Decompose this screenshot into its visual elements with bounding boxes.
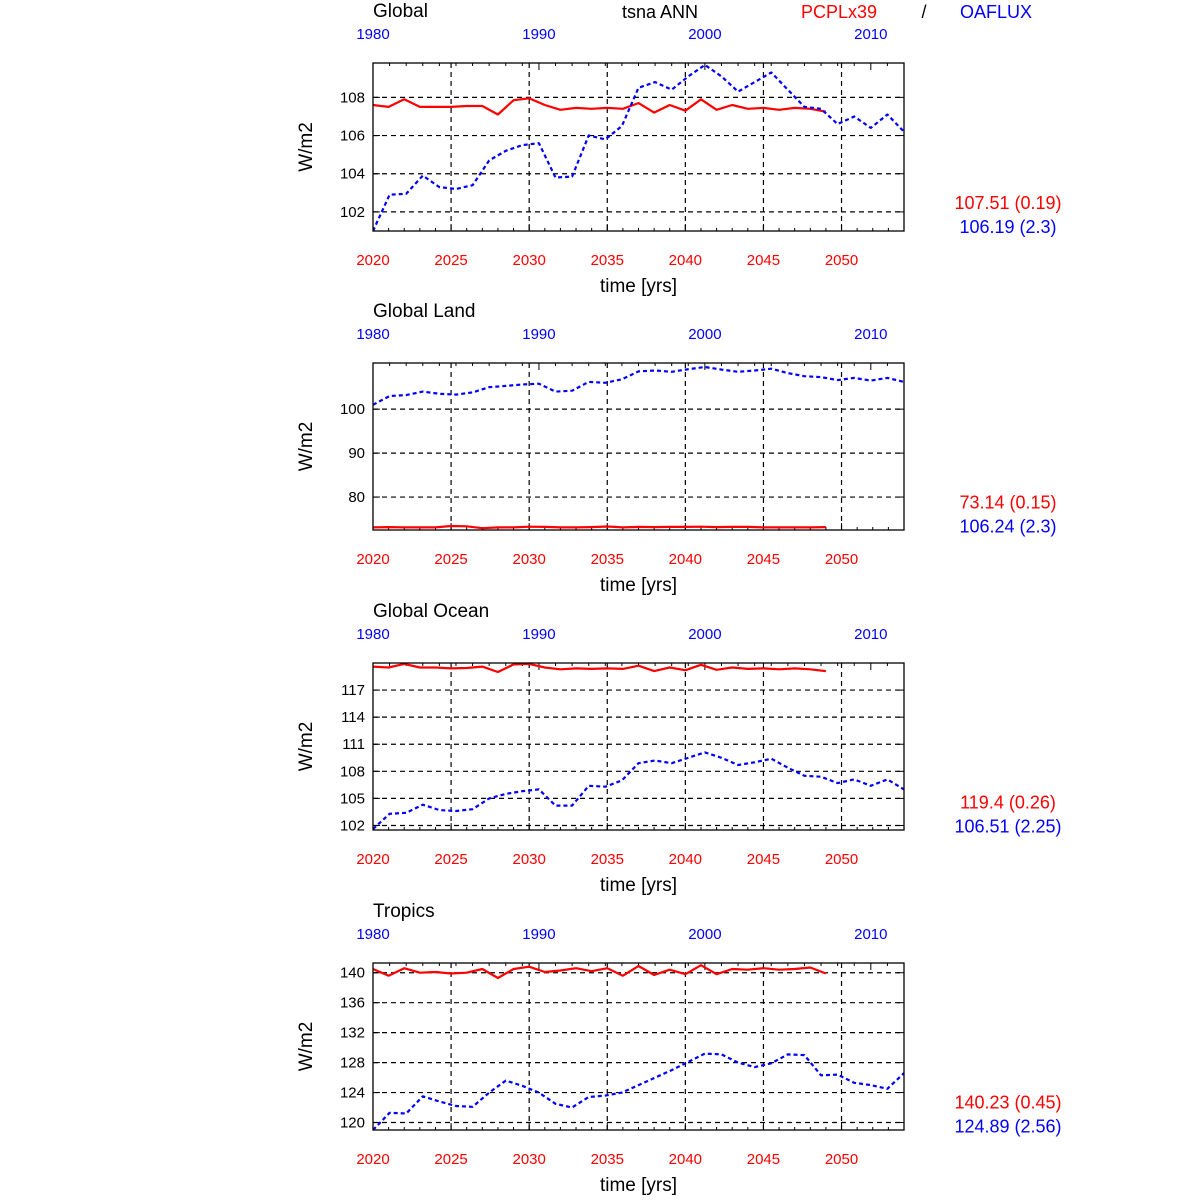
x-tick-label-bottom: 2025 xyxy=(434,252,468,269)
stat-case2: 106.51 (2.25) xyxy=(954,816,1062,837)
x-tick-label-bottom: 2030 xyxy=(512,551,546,568)
y-tick-label: 102 xyxy=(339,203,365,221)
x-tick-label-bottom: 2030 xyxy=(512,851,546,868)
y-tick-label: 117 xyxy=(341,682,365,700)
panel-title: Tropics xyxy=(373,901,435,922)
series-line-oaflux xyxy=(373,65,904,231)
x-tick-label-bottom: 2030 xyxy=(512,1151,546,1168)
x-tick-label-bottom: 2020 xyxy=(356,1151,390,1168)
stat-case2: 106.24 (2.3) xyxy=(959,516,1057,537)
chart-panel xyxy=(296,301,1057,596)
x-tick-label-bottom: 2035 xyxy=(590,252,624,269)
series-line-pcplx39 xyxy=(373,664,826,672)
x-axis-label: time [yrs] xyxy=(599,276,678,297)
plot-frame xyxy=(373,363,904,530)
plot-frame xyxy=(373,63,904,231)
x-tick-label-top: 2000 xyxy=(688,926,722,943)
figure-header xyxy=(622,2,1032,22)
plot-frame xyxy=(373,663,904,830)
x-tick-label-top: 2010 xyxy=(854,926,888,943)
x-tick-label-bottom: 2020 xyxy=(356,551,390,568)
x-tick-label-top: 1980 xyxy=(356,626,390,643)
series-group xyxy=(373,65,904,231)
x-tick-label-bottom: 2035 xyxy=(590,851,624,868)
plot-frame xyxy=(373,963,904,1130)
y-tick-label: 132 xyxy=(339,1024,365,1042)
x-tick-label-top: 1990 xyxy=(522,926,556,943)
x-tick-label-bottom: 2035 xyxy=(590,1151,624,1168)
x-tick-label-bottom: 2025 xyxy=(434,1151,468,1168)
x-tick-label-bottom: 2040 xyxy=(668,551,703,568)
x-tick-label-bottom: 2025 xyxy=(434,551,468,568)
series-group xyxy=(373,965,904,1130)
x-tick-label-top: 2000 xyxy=(688,626,722,643)
y-tick-label: 136 xyxy=(339,994,365,1012)
y-tick-label: 104 xyxy=(339,165,365,183)
x-tick-label-bottom: 2035 xyxy=(590,551,624,568)
y-tick-label: 90 xyxy=(348,445,365,463)
chart-panel xyxy=(296,1,1062,297)
panels xyxy=(296,1,1062,1196)
x-tick-label-top: 1990 xyxy=(522,26,556,43)
x-tick-label-bottom: 2045 xyxy=(746,851,781,868)
x-tick-label-top: 1990 xyxy=(522,326,556,343)
x-tick-label-bottom: 2025 xyxy=(434,851,468,868)
x-tick-label-top: 2010 xyxy=(854,626,888,643)
y-tick-label: 128 xyxy=(339,1054,365,1072)
panel-title: Global Ocean xyxy=(373,601,490,622)
stat-case2: 124.89 (2.56) xyxy=(954,1116,1062,1137)
y-axis-label: W/m2 xyxy=(296,721,317,772)
y-axis-label: W/m2 xyxy=(296,1021,317,1072)
x-tick-label-top: 2000 xyxy=(688,26,722,43)
panel-title: Global xyxy=(373,1,428,22)
x-tick-label-bottom: 2050 xyxy=(824,252,859,269)
x-tick-label-bottom: 2040 xyxy=(668,851,703,868)
x-tick-label-bottom: 2050 xyxy=(824,1151,859,1168)
x-tick-label-bottom: 2020 xyxy=(356,851,390,868)
y-tick-label: 102 xyxy=(339,817,365,835)
y-tick-label: 108 xyxy=(339,763,365,781)
chart-panel xyxy=(296,601,1062,896)
panel-title: Global Land xyxy=(373,301,476,322)
series-group xyxy=(373,664,904,829)
y-tick-label: 100 xyxy=(339,401,365,419)
series-line-pcplx39 xyxy=(373,965,826,978)
series-line-oaflux xyxy=(373,367,904,405)
stat-case1: 140.23 (0.45) xyxy=(954,1092,1062,1113)
y-tick-label: 80 xyxy=(348,489,365,507)
x-tick-label-bottom: 2030 xyxy=(512,252,546,269)
stat-case1: 119.4 (0.26) xyxy=(960,792,1056,813)
x-axis-label: time [yrs] xyxy=(599,1175,678,1196)
y-tick-label: 114 xyxy=(341,709,365,727)
x-tick-label-top: 1990 xyxy=(522,626,556,643)
center-title: tsna ANN xyxy=(621,2,699,22)
x-tick-label-top: 2010 xyxy=(854,326,888,343)
x-tick-label-bottom: 2020 xyxy=(356,252,390,269)
y-tick-label: 111 xyxy=(342,736,365,754)
x-tick-label-bottom: 2050 xyxy=(824,851,859,868)
case2-name: OAFLUX xyxy=(959,2,1033,22)
x-tick-label-top: 2010 xyxy=(854,26,888,43)
y-axis-label: W/m2 xyxy=(296,122,317,172)
series-group xyxy=(373,367,904,528)
y-tick-label: 120 xyxy=(339,1114,365,1132)
series-line-pcplx39 xyxy=(373,98,826,114)
y-tick-label: 124 xyxy=(339,1084,365,1102)
x-tick-label-top: 1980 xyxy=(356,26,390,43)
x-tick-label-bottom: 2045 xyxy=(746,551,781,568)
y-tick-label: 105 xyxy=(339,790,365,808)
series-line-oaflux xyxy=(373,1054,904,1130)
x-tick-label-bottom: 2040 xyxy=(668,252,703,269)
x-axis-label: time [yrs] xyxy=(599,575,678,596)
case1-name: PCPLx39 xyxy=(800,2,878,22)
x-tick-label-top: 2000 xyxy=(688,326,722,343)
y-axis-label: W/m2 xyxy=(296,421,317,472)
y-tick-label: 108 xyxy=(339,89,365,107)
stat-case1: 107.51 (0.19) xyxy=(954,193,1062,213)
y-tick-label: 106 xyxy=(339,127,365,145)
x-tick-label-bottom: 2050 xyxy=(824,551,859,568)
series-line-oaflux xyxy=(373,752,904,829)
chart-panel xyxy=(296,901,1062,1196)
x-tick-label-bottom: 2040 xyxy=(668,1151,703,1168)
x-tick-label-bottom: 2045 xyxy=(746,252,781,269)
x-tick-label-bottom: 2045 xyxy=(746,1151,781,1168)
y-tick-label: 140 xyxy=(339,964,365,982)
series-line-pcplx39 xyxy=(373,526,826,528)
x-tick-label-top: 1980 xyxy=(356,926,390,943)
header-separator: / xyxy=(921,2,927,22)
x-axis-label: time [yrs] xyxy=(599,875,678,896)
x-tick-label-top: 1980 xyxy=(356,326,390,343)
stat-case2: 106.19 (2.3) xyxy=(959,217,1057,237)
stat-case1: 73.14 (0.15) xyxy=(959,492,1057,513)
